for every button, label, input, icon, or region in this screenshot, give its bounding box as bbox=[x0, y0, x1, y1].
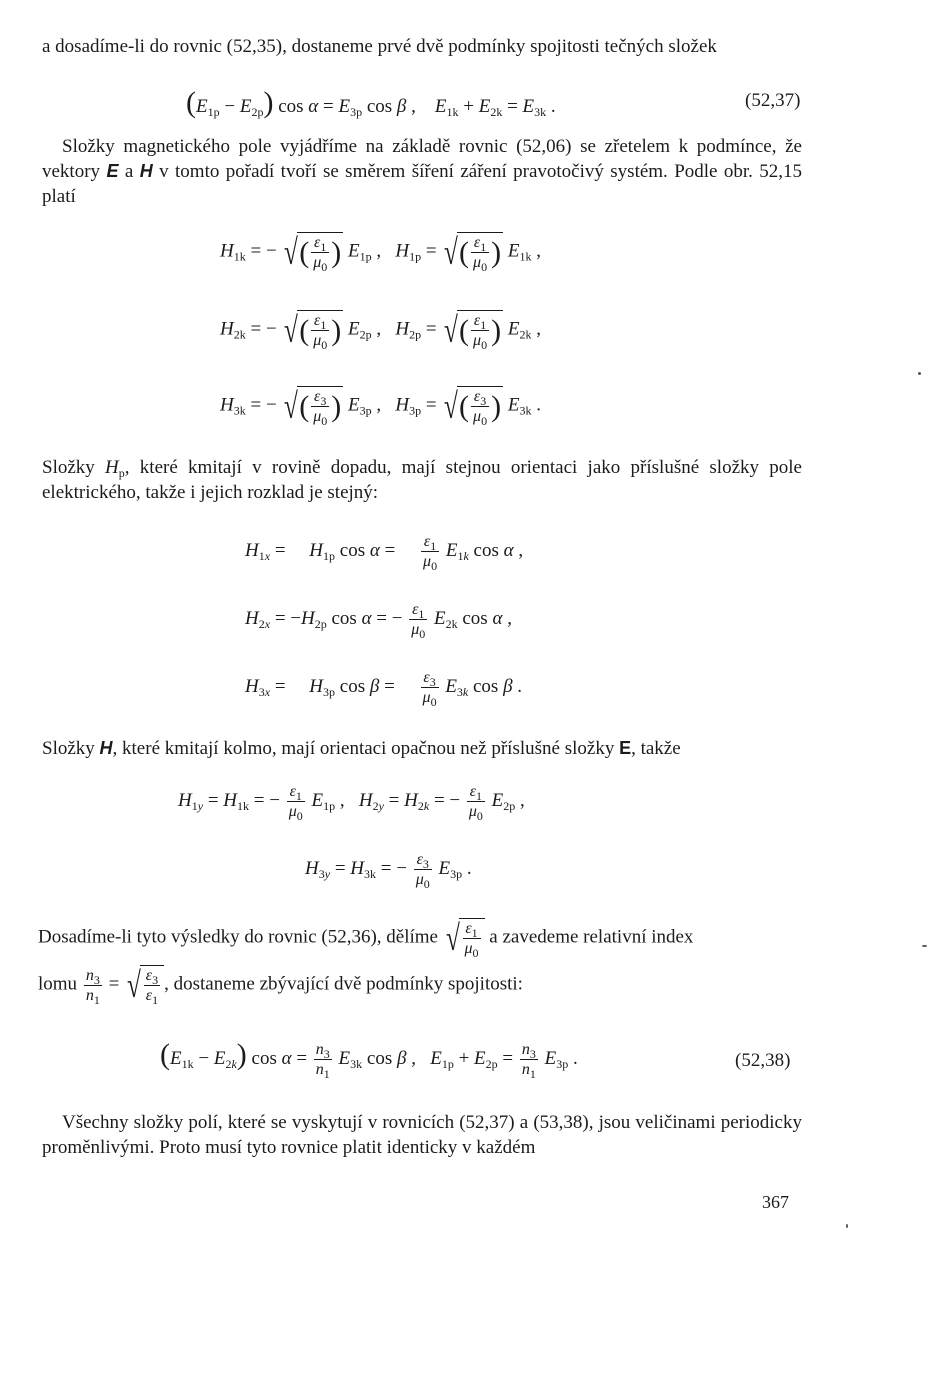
equation-number-52-38: (52,38) bbox=[735, 1050, 791, 1071]
paragraph-substitution-line2: lomu $\frac{n_3}{n_1}$ = √ $\frac{\varepsilon_3}{\varepsilon_1}$ , dostaneme zbývající dvě podmínky spojitosti: bbox=[38, 965, 523, 1007]
equation-h3x: $H_{3x}$ = $H_{3p}$ cos β = $\frac{\varepsilon_3}{\mu_0}$ $E_{3k}$ cos β . bbox=[245, 669, 523, 709]
scan-speck bbox=[922, 945, 927, 947]
page-number: 367 bbox=[762, 1192, 789, 1212]
scan-speck bbox=[846, 1224, 848, 1228]
paragraph-hp: Složky $H_p$, které kmitají v rovině dopadu, mají stejnou orientaci jako příslušné složky pole elektrického, takže i jejich rozklad je stejný: bbox=[42, 457, 802, 503]
scan-speck bbox=[918, 372, 921, 375]
equation-h1y-h2y: $H_{1y} = H_{1k}$ = − $\frac{\varepsilon_1}{\mu_0}$ $E_{1p}$ , $H_{2y} = H_{2k}$ = − $\frac{\varepsilon_1}{\mu_0}$ $E_{2p}$ , bbox=[178, 783, 525, 823]
equation-number-52-37: (52,37) bbox=[745, 90, 801, 111]
equation-h2: $H_{2k}$ = − √ ( $\frac{\varepsilon_1}{\mu_0}$ ) $E_{2p}$ , $H_{2p}$ = √ ( $\frac{\varepsilon_1}{\mu_0}$ ) $E_{2k}$ , bbox=[220, 310, 541, 352]
paragraph-h-perpendicular: Složky H, které kmitají kolmo, mají orientaci opačnou než příslušné složky E, takže bbox=[42, 738, 681, 759]
equation-52-37: $(E_{1p} - E_{2p})$ $\cos \alpha = E_{3p}$ cos β , $E_{1k} + E_{2k} = E_{3k}$ . bbox=[186, 86, 556, 119]
equation-h2x: $H_{2x} = -H_{2p}$ cos α = − $\frac{\varepsilon_1}{\mu_0}$ $E_{2k}$ cos α , bbox=[245, 601, 512, 641]
paragraph-magnetic: Složky magnetického pole vyjádříme na základě rovnic (52,06) se zřetelem k podmínce, že vektory E a H v tomto pořadí tvoří se směrem šíření záření pravotočivý systém. Podle obr. 52,15 platí bbox=[42, 136, 803, 207]
equation-52-38: $(E_{1k} - E_{2k})$ cos α = $\frac{n_3}{n_1}$ $E_{3k}$ cos β , $E_{1p} + E_{2p}$ = $\frac{n_3}{n_1}$ $E_{3p}$ . bbox=[160, 1038, 578, 1082]
paragraph-periodic: Všechny složky polí, které se vyskytují v rovnicích (52,37) a (53,38), jsou veličinami periodicky proměnlivými. Proto musí tyto rovnice platit identicky v každém bbox=[42, 1112, 802, 1158]
equation-h1x: $H_{1x}$ = $H_{1p}$ cos α = $\frac{\varepsilon_1}{\mu_0}$ $E_{1k}$ cos α , bbox=[245, 533, 524, 573]
paragraph-substitution-line1: Dosadíme-li tyto výsledky do rovnic (52,36), dělíme √ $\frac{\varepsilon_1}{\mu_0}$ a zavedeme relativní index bbox=[38, 918, 694, 960]
equation-h3y: $H_{3y} = H_{3k}$ = − $\frac{\varepsilon_3}{\mu_0}$ $E_{3p}$ . bbox=[305, 851, 472, 891]
equation-h1: $H_{1k}$ = − √ ( $\frac{\varepsilon_1}{\mu_0}$ ) $E_{1p}$ , $H_{1p}$ = √ ( $\frac{\varepsilon_1}{\mu_0}$ ) $E_{1k}$ , bbox=[220, 232, 541, 274]
equation-h3: $H_{3k}$ = − √ ( $\frac{\varepsilon_3}{\mu_0}$ ) $E_{3p}$ , $H_{3p}$ = √ ( $\frac{\varepsilon_3}{\mu_0}$ ) $E_{3k}$ . bbox=[220, 386, 541, 428]
paragraph-intro: a dosadíme-li do rovnic (52,35), dostaneme prvé dvě podmínky spojitosti tečných složek bbox=[42, 36, 717, 57]
